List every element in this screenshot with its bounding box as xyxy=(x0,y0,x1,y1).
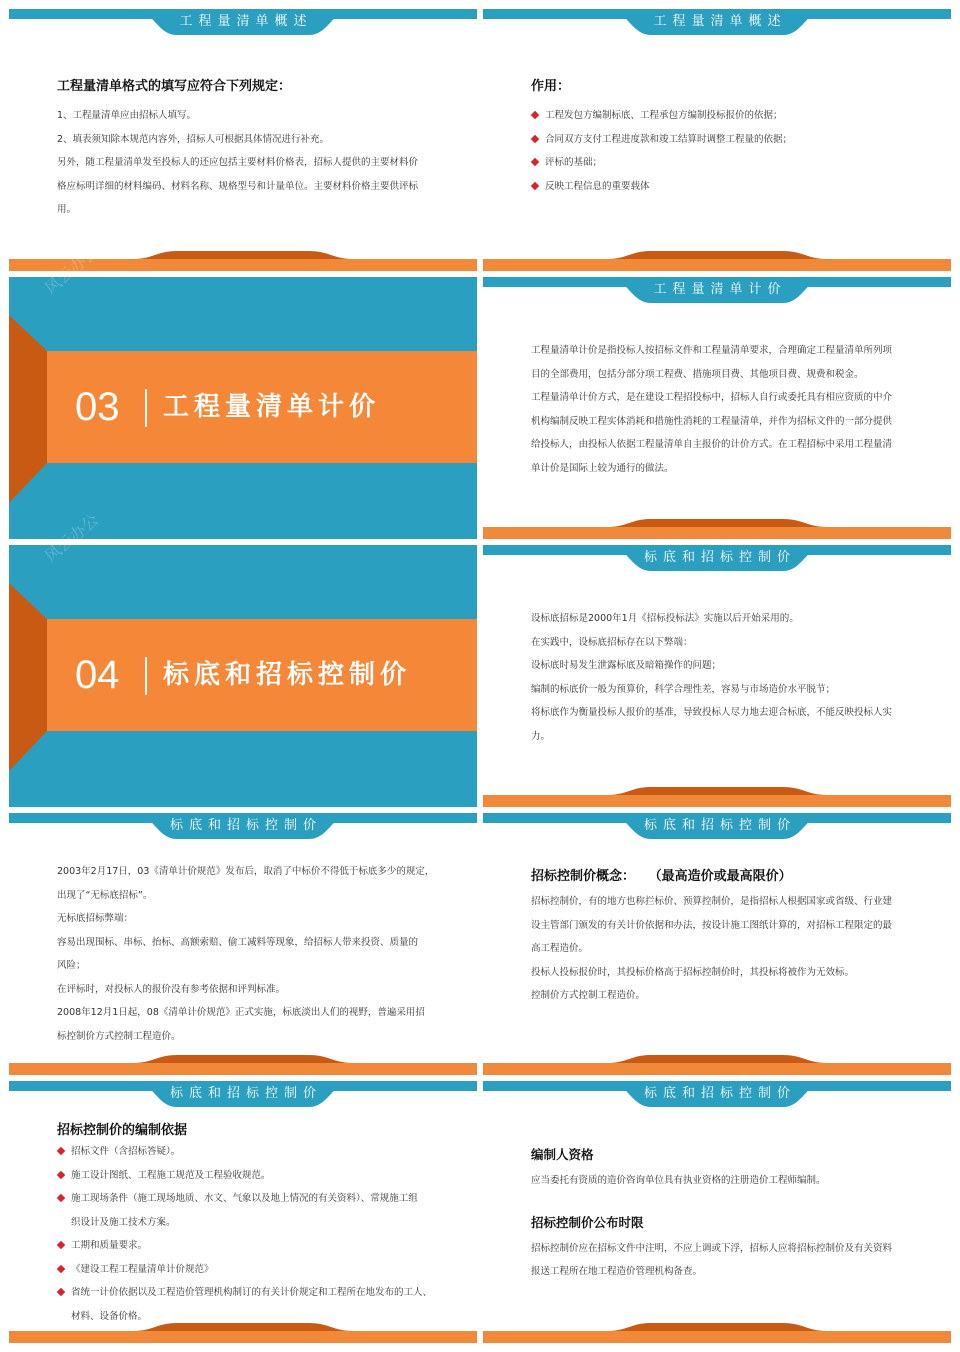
paragraph: 容易出现围标、串标、抬标、高额索赔、偷工减料等现象，给招标人带来投资、质量的 xyxy=(57,936,419,948)
title-tab xyxy=(607,813,827,839)
paragraph: 机构编制反映工程实体消耗和措施性消耗的工程量清单，并作为招标文件的一部分提供 xyxy=(531,415,893,427)
bullet-item: 工期和质量要求。 xyxy=(57,1234,437,1258)
section-title: 工程量清单计价 xyxy=(163,392,381,422)
bottom-hump xyxy=(133,1323,353,1331)
bullet-item: 施工设计图纸、工程施工规范及工程验收规范。 xyxy=(57,1164,437,1188)
title-tab xyxy=(133,9,353,35)
bottom-bar xyxy=(9,1331,477,1343)
paragraph: 工程量清单计价是指投标人按招标文件和工程量清单要求，合理确定工程量清单所列项 xyxy=(531,345,893,356)
slide-1 xyxy=(9,9,477,271)
slide-title: 标底和招标控制价 xyxy=(643,818,796,833)
title-tab xyxy=(607,9,827,35)
paragraph: 标控制价方式控制工程造价。 xyxy=(57,1030,181,1042)
slide-title: 标底和招标控制价 xyxy=(169,818,322,833)
diamond-bullet-icon xyxy=(57,1194,65,1202)
title-tab xyxy=(607,1081,827,1107)
paragraph: 设标底时易发生泄露标底及暗箱操作的问题； xyxy=(531,660,722,671)
paragraph: 给投标人，由投标人依据工程量清单自主报价的计价方式。在工程招标中采用工程量清 xyxy=(531,439,893,450)
slide-6 xyxy=(483,545,951,807)
paragraph: 目的全部费用，包括分部分项工程费、措施项目费、其他项目费、规费和税金。 xyxy=(531,368,864,380)
bullet-item: 《建设工程工程量清单计价规范》 xyxy=(57,1258,437,1282)
paragraph: 用。 xyxy=(57,204,77,215)
bottom-hump xyxy=(607,251,827,259)
bullet-item: 工程发包方编制标底、工程承包方编制投标报价的依据； xyxy=(531,104,911,128)
bottom-hump xyxy=(133,1055,353,1063)
slide-7 xyxy=(9,813,477,1075)
bullet-item: 省统一计价依据以及工程造价管理机构制订的有关计价规定和工程所在地发布的工人、 xyxy=(57,1281,437,1305)
slide-4 xyxy=(483,277,951,539)
bottom-bar xyxy=(483,1063,951,1075)
section-number: 04 xyxy=(75,653,120,697)
slide-2 xyxy=(483,9,951,271)
heading: 招标控制价的编制依据 xyxy=(57,1123,188,1138)
bottom-bar xyxy=(483,1331,951,1343)
diamond-bullet-icon xyxy=(531,181,539,189)
bottom-bar xyxy=(483,795,951,807)
title-tab xyxy=(133,1081,353,1107)
paragraph: 另外，随工程量清单发至投标人的还应包括主要材料价格表，招标人提供的主要材料价 xyxy=(57,157,419,168)
bullet-item: 招标文件（含招标答疑）。 xyxy=(57,1140,437,1164)
slide-title: 工程量清单概述 xyxy=(653,14,787,29)
title-tab xyxy=(607,277,827,303)
paragraph: 在评标时，对投标人的报价没有参考依据和评判标准。 xyxy=(57,983,286,995)
paragraph: 风险； xyxy=(57,960,86,971)
section-slide-04 xyxy=(9,510,477,807)
slide-title: 标底和招标控制价 xyxy=(643,550,796,565)
watermark: 风云办公 xyxy=(40,510,103,566)
bullet-item: 合同双方支付工程进度款和竣工结算时调整工程量的依据； xyxy=(531,128,911,152)
paragraph: 工程量清单计价方式，是在建设工程招投标中，招标人自行或委托具有相应资质的中介 xyxy=(531,392,893,403)
watermark: 风云办公 xyxy=(40,242,103,298)
slide-title: 工程量清单计价 xyxy=(653,282,787,297)
section-number: 03 xyxy=(75,385,120,429)
bottom-hump xyxy=(607,1323,827,1331)
diamond-bullet-icon xyxy=(57,1288,65,1296)
paragraph: 在实践中，设标底招标存在以下弊端： xyxy=(531,636,693,648)
section-title: 标底和招标控制价 xyxy=(163,660,412,690)
section-slide-03 xyxy=(9,242,477,539)
paragraph: 格应标明详细的材料编码、材料名称、规格型号和计量单位。主要材料价格主要供评标 xyxy=(57,180,419,192)
heading: 作用： xyxy=(531,79,571,94)
diamond-bullet-icon xyxy=(531,134,539,142)
paragraph: 招标控制价应在招标文件中注明，不应上调或下浮，招标人应将招标控制价及有关资料 xyxy=(531,1242,893,1254)
paragraph: 2008年12月1日起，08《清单计价规范》正式实施，标底淡出人们的视野，普遍采用招 xyxy=(57,1007,425,1018)
bullet-continuation: 织设计及施工技术方案。 xyxy=(71,1216,176,1228)
diamond-bullet-icon xyxy=(57,1264,65,1272)
bottom-hump xyxy=(607,1055,827,1063)
slide-title: 标底和招标控制价 xyxy=(643,1086,796,1101)
paragraph: 无标底招标弊端： xyxy=(57,913,134,924)
title-tab xyxy=(607,545,827,571)
diamond-bullet-icon xyxy=(531,158,539,166)
divider-line xyxy=(145,657,147,695)
slide-10 xyxy=(483,1081,951,1343)
paragraph: 力。 xyxy=(531,730,551,742)
bottom-bar xyxy=(483,259,951,271)
slide-9 xyxy=(9,1081,477,1343)
title-tab xyxy=(133,813,353,839)
paragraph: 编制的标底价一般为预算价，科学合理性差，容易与市场造价水平脱节； xyxy=(531,683,836,695)
diamond-bullet-icon xyxy=(57,1170,65,1178)
slide-8 xyxy=(483,813,951,1075)
paragraph: 设主管部门颁发的有关计价依据和办法，按设计施工图纸计算的，对招标工程限定的最 xyxy=(531,919,893,931)
bullet-item: 评标的基础； xyxy=(531,151,911,175)
bullet-item: 施工现场条件（施工现场地质、水文、气象以及地上情况的有关资料）、常规施工组 xyxy=(57,1187,437,1211)
heading: 工程量清单格式的填写应符合下列规定： xyxy=(57,79,292,94)
paragraph: 应当委托有资质的造价咨询单位具有执业资格的注册造价工程师编制。 xyxy=(531,1175,826,1186)
paragraph: 招标控制价，有的地方也称拦标价、预算控制价，是指招标人根据国家或省级、行业建 xyxy=(531,896,893,907)
paragraph: 出现了“无标底招标”。 xyxy=(57,889,153,901)
paragraph: 设标底招标是2000年1月《招标投标法》实施以后开始采用的。 xyxy=(531,613,799,624)
divider-line xyxy=(145,389,147,427)
diamond-bullet-icon xyxy=(57,1241,65,1249)
diamond-bullet-icon xyxy=(531,111,539,119)
bottom-hump xyxy=(607,519,827,527)
paragraph: 1、工程量清单应由招标人填写。 xyxy=(57,110,197,121)
bottom-hump xyxy=(133,251,353,259)
heading: 招标控制价概念： （最高造价或最高限价） xyxy=(531,869,792,884)
bullet-item: 反映工程信息的重要载体 xyxy=(531,175,911,199)
bullet-continuation: 材料、设备价格。 xyxy=(71,1310,148,1322)
paragraph: 投标人投标报价时，其投标价格高于招标控制价时，其投标将被作为无效标。 xyxy=(531,966,855,978)
diamond-bullet-icon xyxy=(57,1147,65,1155)
paragraph: 2、填表须知除本规范内容外，招标人可根据具体情况进行补充。 xyxy=(57,133,330,145)
subheading: 招标控制价公布时限 xyxy=(531,1214,644,1230)
bottom-hump xyxy=(607,787,827,795)
paragraph: 高工程造价。 xyxy=(531,943,589,954)
bottom-bar xyxy=(483,527,951,539)
paragraph: 单计价是国际上较为通行的做法。 xyxy=(531,462,674,474)
paragraph: 控制价方式控制工程造价。 xyxy=(531,990,646,1001)
bottom-bar xyxy=(9,1063,477,1075)
paragraph: 报送工程所在地工程造价管理机构备查。 xyxy=(531,1266,703,1277)
slide-title: 工程量清单概述 xyxy=(179,14,313,29)
subheading: 编制人资格 xyxy=(531,1147,594,1162)
paragraph: 2003年2月17日，03《清单计价规范》发布后，取消了中标价不得低于标底多少的规定， xyxy=(57,866,435,877)
slide-title: 标底和招标控制价 xyxy=(169,1086,322,1101)
paragraph: 将标底作为衡量投标人报价的基准，导致投标人尽力地去迎合标底，不能反映投标人实 xyxy=(531,707,893,718)
